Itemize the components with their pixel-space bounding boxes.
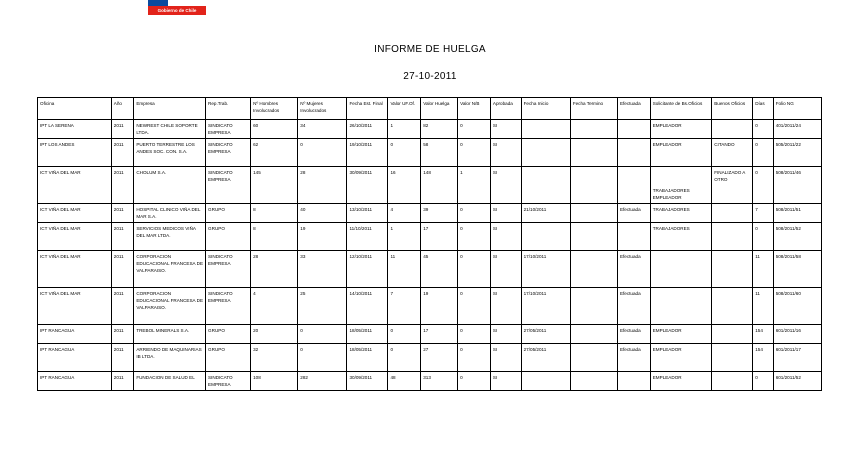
table-row bbox=[38, 120, 822, 139]
table-body bbox=[38, 120, 822, 391]
table-cell: TRABAJADORES bbox=[650, 223, 711, 251]
table-cell: 0 bbox=[458, 372, 491, 391]
table-cell: 28 bbox=[298, 167, 347, 204]
table-cell: 4 bbox=[251, 288, 298, 325]
table-cell: 11 bbox=[753, 288, 773, 325]
table-cell bbox=[712, 251, 753, 288]
table-cell: 313 bbox=[421, 372, 458, 391]
table-cell bbox=[712, 325, 753, 344]
table-cell: SI bbox=[490, 325, 521, 344]
table-cell: 1 bbox=[458, 167, 491, 204]
table-cell: 7 bbox=[388, 288, 421, 325]
table-cell: SINDICATO EMPRESA bbox=[206, 372, 251, 391]
table-cell: 0 bbox=[458, 251, 491, 288]
table-cell: 34 bbox=[298, 120, 347, 139]
table-cell bbox=[650, 288, 711, 325]
table-cell: 17/10/2011 bbox=[521, 288, 570, 325]
table-cell: 0 bbox=[753, 372, 773, 391]
table-cell: 0 bbox=[458, 288, 491, 325]
table-cell: 11 bbox=[388, 251, 421, 288]
table-cell: 2011 bbox=[111, 344, 134, 372]
table-cell: ICT VIÑA DEL MAR bbox=[38, 251, 112, 288]
table-row bbox=[38, 167, 822, 204]
table-cell: 2011 bbox=[111, 251, 134, 288]
table-cell: 18/05/2011 bbox=[347, 344, 388, 372]
table-cell: 0 bbox=[298, 139, 347, 167]
table-cell: 508/2011/58 bbox=[773, 251, 821, 288]
column-header: Fecha Termino bbox=[570, 98, 617, 120]
table-cell: 40 bbox=[298, 204, 347, 223]
table-cell: 12/10/2011 bbox=[347, 251, 388, 288]
column-header: Valor Huelga bbox=[421, 98, 458, 120]
table-cell: IPT LA SERENA bbox=[38, 120, 112, 139]
logo-text: Gobierno de Chile bbox=[148, 6, 206, 15]
table-cell: 8 bbox=[251, 223, 298, 251]
table-cell bbox=[570, 223, 617, 251]
table-cell bbox=[570, 251, 617, 288]
table-cell: 13/10/2011 bbox=[347, 204, 388, 223]
table-cell: 20 bbox=[251, 325, 298, 344]
table-cell bbox=[570, 325, 617, 344]
table-cell: 32 bbox=[251, 344, 298, 372]
table-cell: 17 bbox=[421, 223, 458, 251]
table-cell bbox=[712, 288, 753, 325]
table-cell: CHOLUM S.A. bbox=[134, 167, 206, 204]
table-row bbox=[38, 223, 822, 251]
table-cell: 0 bbox=[458, 204, 491, 223]
column-header: Efectuada bbox=[617, 98, 650, 120]
column-header: Nº Mujeres Involucrados bbox=[298, 98, 347, 120]
table-cell: 16 bbox=[388, 167, 421, 204]
table-cell: GRUPO bbox=[206, 223, 251, 251]
table-cell: CORPORACION EDUCACIONAL FRANCESA DE VALPARAISO. bbox=[134, 288, 206, 325]
table-row bbox=[38, 251, 822, 288]
column-header: Valor UF.Of. bbox=[388, 98, 421, 120]
table-cell: SINDICATO EMPRESA bbox=[206, 139, 251, 167]
table-cell: GRUPO bbox=[206, 325, 251, 344]
table-cell: SI bbox=[490, 167, 521, 204]
table-cell: 11 bbox=[753, 251, 773, 288]
table-cell: Efectuada bbox=[617, 325, 650, 344]
column-header: Fecha Inicio bbox=[521, 98, 570, 120]
table-cell: Efectuada bbox=[617, 288, 650, 325]
table-row bbox=[38, 372, 822, 391]
table-cell: FINALIZADO A OTRO bbox=[712, 167, 753, 204]
table-cell: EMPLEADOR bbox=[650, 325, 711, 344]
table-cell: 62 bbox=[251, 139, 298, 167]
table-cell: FUNDACION DE SALUD EL bbox=[134, 372, 206, 391]
table-cell: 19/10/2011 bbox=[347, 139, 388, 167]
column-header: Valor N/B bbox=[458, 98, 491, 120]
table-cell: 1 bbox=[388, 120, 421, 139]
table-cell: 2011 bbox=[111, 288, 134, 325]
table-cell: GRUPO bbox=[206, 344, 251, 372]
table-cell: 33 bbox=[298, 251, 347, 288]
table-cell: SI bbox=[490, 344, 521, 372]
table-cell: CITANDO bbox=[712, 139, 753, 167]
table-cell: 45 bbox=[421, 251, 458, 288]
table-cell: 601/2011/52 bbox=[773, 372, 821, 391]
table-cell: 14/10/2011 bbox=[347, 288, 388, 325]
table-cell: 2011 bbox=[111, 372, 134, 391]
table-cell: 17 bbox=[421, 325, 458, 344]
table-cell: 18/05/2011 bbox=[347, 325, 388, 344]
table-cell: 0 bbox=[753, 223, 773, 251]
table-cell: IPT RANCAGUA bbox=[38, 344, 112, 372]
table-cell bbox=[570, 204, 617, 223]
table-cell bbox=[521, 223, 570, 251]
column-header: Año bbox=[111, 98, 134, 120]
table-cell: 0 bbox=[458, 120, 491, 139]
table-cell bbox=[521, 139, 570, 167]
table-cell: PUERTO TERRESTRE LOS ANDES SOC. CON. S.A. bbox=[134, 139, 206, 167]
table-cell: CORPORACION EDUCACIONAL FRANCESA DE VALPARAISO. bbox=[134, 251, 206, 288]
column-header: Oficina bbox=[38, 98, 112, 120]
table-cell: SINDICATO EMPRESA bbox=[206, 288, 251, 325]
table-header-row bbox=[38, 98, 822, 120]
table-cell bbox=[521, 167, 570, 204]
table-cell: 11/10/2011 bbox=[347, 223, 388, 251]
table-cell: 27/05/2011 bbox=[521, 344, 570, 372]
table-cell: 19 bbox=[298, 223, 347, 251]
table-cell: SERVICIOS MEDICOS VIÑA DEL MAR LTDA. bbox=[134, 223, 206, 251]
table-cell: 21/10/2011 bbox=[521, 204, 570, 223]
column-header: Aprobada bbox=[490, 98, 521, 120]
table-cell: 401/2011/24 bbox=[773, 120, 821, 139]
table-cell bbox=[712, 372, 753, 391]
table-cell: 82 bbox=[421, 120, 458, 139]
column-header: Buenos Oficios bbox=[712, 98, 753, 120]
table-cell: 2011 bbox=[111, 325, 134, 344]
table-cell bbox=[570, 120, 617, 139]
table-cell: 508/2011/46 bbox=[773, 167, 821, 204]
table-row bbox=[38, 204, 822, 223]
report-date: 27-10-2011 bbox=[403, 71, 457, 82]
table-cell: 2011 bbox=[111, 223, 134, 251]
gobierno-logo bbox=[148, 0, 206, 15]
table-cell: 30/09/2011 bbox=[347, 167, 388, 204]
table-cell: 27/05/2011 bbox=[521, 325, 570, 344]
table-cell: 148 bbox=[421, 167, 458, 204]
table-cell bbox=[617, 139, 650, 167]
table-row bbox=[38, 288, 822, 325]
table-cell bbox=[521, 372, 570, 391]
table-cell: 0 bbox=[388, 139, 421, 167]
table-cell: 154 bbox=[753, 325, 773, 344]
table-cell: 0 bbox=[458, 325, 491, 344]
table-cell: 0 bbox=[753, 120, 773, 139]
table-cell bbox=[570, 288, 617, 325]
table-cell bbox=[617, 167, 650, 204]
table-cell: 2011 bbox=[111, 139, 134, 167]
table-cell: 145 bbox=[251, 167, 298, 204]
column-header: Fecha Est. Final bbox=[347, 98, 388, 120]
table-cell: TREBOL MINERALS S.A. bbox=[134, 325, 206, 344]
table-cell: 0 bbox=[458, 344, 491, 372]
table-cell: 0 bbox=[388, 344, 421, 372]
column-header: Nº Hombres Involucrados bbox=[251, 98, 298, 120]
table-cell: 28 bbox=[251, 251, 298, 288]
table-cell bbox=[617, 223, 650, 251]
table-cell: 48 bbox=[388, 372, 421, 391]
table-cell: ICT VIÑA DEL MAR bbox=[38, 223, 112, 251]
table-cell: ICT VIÑA DEL MAR bbox=[38, 204, 112, 223]
table-cell: Efectuada bbox=[617, 204, 650, 223]
table-cell: 0 bbox=[753, 167, 773, 204]
table-cell: 508/2011/51 bbox=[773, 204, 821, 223]
table-cell: 8 bbox=[251, 204, 298, 223]
table-cell bbox=[650, 251, 711, 288]
table-cell: SI bbox=[490, 223, 521, 251]
table-cell: 2011 bbox=[111, 167, 134, 204]
table-cell: 25 bbox=[298, 288, 347, 325]
table-cell: 4 bbox=[388, 204, 421, 223]
table-cell: EMPLEADOR bbox=[650, 139, 711, 167]
table-cell: 30/09/2011 bbox=[347, 372, 388, 391]
table-cell: 27 bbox=[421, 344, 458, 372]
table-cell: SI bbox=[490, 120, 521, 139]
table-cell bbox=[570, 139, 617, 167]
table-cell: 601/2011/16 bbox=[773, 325, 821, 344]
table-cell: 7 bbox=[753, 204, 773, 223]
table-row bbox=[38, 139, 822, 167]
table-cell bbox=[521, 120, 570, 139]
table-cell bbox=[712, 120, 753, 139]
table-cell bbox=[617, 372, 650, 391]
table-cell: SI bbox=[490, 139, 521, 167]
table-cell: EMPLEADOR bbox=[650, 120, 711, 139]
table-cell: 26/10/2011 bbox=[347, 120, 388, 139]
table-cell bbox=[712, 204, 753, 223]
table-cell bbox=[570, 344, 617, 372]
table-cell: 58 bbox=[421, 139, 458, 167]
table-cell: SI bbox=[490, 251, 521, 288]
table-cell: 2011 bbox=[111, 204, 134, 223]
table-cell bbox=[570, 167, 617, 204]
report-title: INFORME DE HUELGA bbox=[374, 44, 486, 55]
table-cell bbox=[570, 372, 617, 391]
table-cell bbox=[712, 223, 753, 251]
table-cell: GRUPO bbox=[206, 204, 251, 223]
table-cell: ARRIENDO DE MAQUINARIAS IB LTDA. bbox=[134, 344, 206, 372]
table-cell: EMPLEADOR bbox=[650, 344, 711, 372]
table-cell: 282 bbox=[298, 372, 347, 391]
table-cell bbox=[617, 120, 650, 139]
column-header: Empresa bbox=[134, 98, 206, 120]
table-cell: HOSPITAL CLINICO VIÑA DEL MAR S.A. bbox=[134, 204, 206, 223]
table-cell: ICT VIÑA DEL MAR bbox=[38, 167, 112, 204]
table-cell: 108 bbox=[251, 372, 298, 391]
table-cell: SINDICATO EMPRESA bbox=[206, 251, 251, 288]
table-cell: 60 bbox=[251, 120, 298, 139]
table-row bbox=[38, 344, 822, 372]
table-cell: 17/10/2011 bbox=[521, 251, 570, 288]
column-header: Rep.Trab. bbox=[206, 98, 251, 120]
table-cell: 154 bbox=[753, 344, 773, 372]
table-cell: Efectuada bbox=[617, 344, 650, 372]
table-cell: 1 bbox=[388, 223, 421, 251]
table-cell: 505/2011/22 bbox=[773, 139, 821, 167]
table-cell: 2011 bbox=[111, 120, 134, 139]
table-cell: 508/2011/52 bbox=[773, 223, 821, 251]
table-cell: 508/2011/60 bbox=[773, 288, 821, 325]
table-cell: SI bbox=[490, 204, 521, 223]
strike-report-table bbox=[37, 97, 822, 391]
table-cell bbox=[712, 344, 753, 372]
table-cell: 0 bbox=[388, 325, 421, 344]
table-cell: SINDICATO EMPRESA bbox=[206, 167, 251, 204]
column-header: Días bbox=[753, 98, 773, 120]
table-cell: 39 bbox=[421, 204, 458, 223]
table-cell: SI bbox=[490, 372, 521, 391]
table-cell: 0 bbox=[298, 325, 347, 344]
table-cell: ICT VIÑA DEL MAR bbox=[38, 288, 112, 325]
table-cell: 0 bbox=[458, 139, 491, 167]
table-cell: 0 bbox=[753, 139, 773, 167]
table-cell: 0 bbox=[298, 344, 347, 372]
table-cell: EMPLEADOR bbox=[650, 372, 711, 391]
table-cell: 0 bbox=[458, 223, 491, 251]
table-cell: IPT RANCAGUA bbox=[38, 325, 112, 344]
table-cell: IPT LOS ANDES bbox=[38, 139, 112, 167]
table-cell: Efectuada bbox=[617, 251, 650, 288]
table-row bbox=[38, 325, 822, 344]
table-cell: NEWREST CHILE SOPORTE LTDA. bbox=[134, 120, 206, 139]
table-cell: IPT RANCAGUA bbox=[38, 372, 112, 391]
table-cell: SI bbox=[490, 288, 521, 325]
table-cell: 601/2011/17 bbox=[773, 344, 821, 372]
column-header: Folio NG bbox=[773, 98, 821, 120]
table-cell: 19 bbox=[421, 288, 458, 325]
table-cell: TRABAJADORES EMPLEADOR bbox=[650, 167, 711, 204]
table-cell: TRABAJADORES bbox=[650, 204, 711, 223]
column-header: Solicitante de Bs.Oficios bbox=[650, 98, 711, 120]
table-cell: SINDICATO EMPRESA bbox=[206, 120, 251, 139]
